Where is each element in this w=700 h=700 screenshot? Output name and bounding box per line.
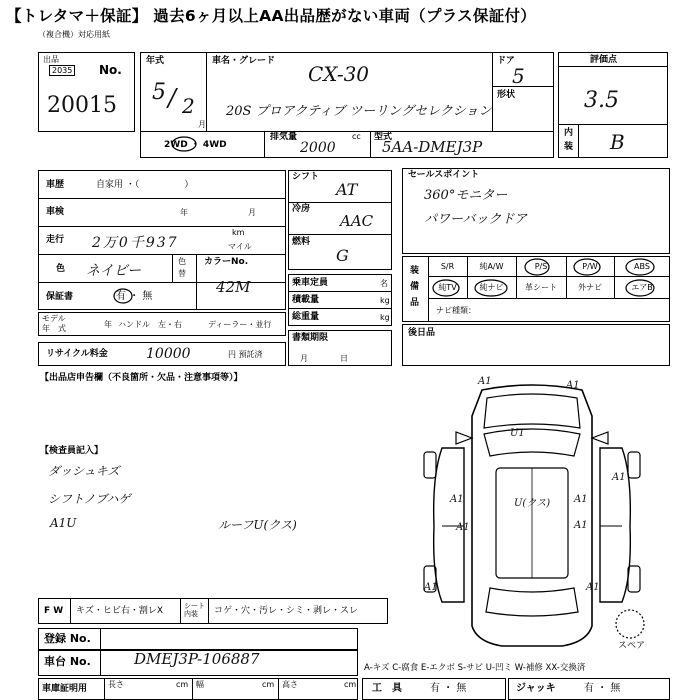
fw-items: キズ・ヒビ右・割レX xyxy=(76,606,163,616)
displacement-unit: cc xyxy=(352,132,361,141)
equipment-ps: P/S xyxy=(534,262,548,271)
weight-unit: kg xyxy=(380,313,390,322)
shift-label: シフト xyxy=(292,172,320,182)
fw-sheet: シート 内装 xyxy=(184,602,205,618)
equipment-label1: 装 xyxy=(410,266,420,276)
warranty-circle xyxy=(114,288,134,304)
lot-prefix: 出品 xyxy=(43,55,59,64)
fw-items2: コゲ・穴・汚レ・シミ・剥レ・スレ xyxy=(214,606,359,616)
diagram-mark-6: A1 xyxy=(450,494,464,505)
model-value: 5AA-DMEJ3P xyxy=(382,138,483,156)
registration-label: 登録 No. xyxy=(44,632,91,645)
diagram-mark-5: U(クス) xyxy=(514,498,551,509)
garage-unit1: cm xyxy=(176,680,189,689)
garage-unit3: cm xyxy=(344,680,357,689)
diagram-mark-7: A1 xyxy=(574,494,588,505)
tools-label: 工 具 xyxy=(372,683,402,694)
capacity-label: 乗車定員 xyxy=(292,278,329,288)
equipment-tv: 純TV xyxy=(438,283,457,292)
color-value: ネイビー xyxy=(86,263,142,279)
color-no-value: 42M xyxy=(216,278,251,296)
load-label: 積載量 xyxy=(292,295,320,305)
car-name: CX-30 xyxy=(308,62,370,86)
diagram-mark-8: A1 xyxy=(456,522,470,533)
interior-label1: 内 xyxy=(564,128,574,138)
sales-point-line2: パワーバックドア xyxy=(424,212,527,227)
lot-code: 2035 xyxy=(49,65,75,76)
diagram-mark-10: A1 xyxy=(424,582,438,593)
inspection-label: 車検 xyxy=(46,207,65,217)
weight-label: 総重量 xyxy=(292,312,320,322)
year-month-unit: 月 xyxy=(198,120,206,129)
equipment-airbag: エアB xyxy=(631,283,653,292)
lot-number: 20015 xyxy=(47,93,117,118)
arrival-box xyxy=(402,324,670,366)
year-era: 5 xyxy=(152,80,166,105)
equipment-sr: S/R xyxy=(440,262,455,271)
jack-value: 有 ・ 無 xyxy=(584,683,621,694)
mileage-label: 走行 xyxy=(46,235,65,245)
damage-legend: A-キズ C-腐食 E-エクボ S-サビ U-凹ミ W-補修 XX-交換済 xyxy=(364,663,586,673)
garage-height: 高さ xyxy=(282,680,298,689)
equipment-navi-type: ナビ種類： xyxy=(436,306,476,315)
garage-width: 幅 xyxy=(196,680,204,689)
year-label: 年式 xyxy=(146,56,165,66)
aircon-value: AAC xyxy=(340,212,374,230)
inspection-year: 年 xyxy=(180,208,188,217)
inspector-line1: ダッシュキズ xyxy=(48,464,120,478)
color-no-label: カラーNo. xyxy=(204,257,249,267)
equipment-pw: P/W xyxy=(582,262,598,271)
doc-deadline-label: 書類期限 xyxy=(292,333,329,343)
model-year-year: 年 xyxy=(104,320,112,329)
equipment-aw: 純A/W xyxy=(479,262,504,271)
inspector-line3: A1U xyxy=(50,516,77,530)
warranty-value: 有 ・ 無 xyxy=(116,291,153,302)
shape-label: 形状 xyxy=(497,90,516,100)
model-year-dealer: ディーラー・並行 xyxy=(208,320,272,329)
equipment-ext-navi: 外ナビ xyxy=(578,283,602,292)
color-change2: 替 xyxy=(178,269,186,278)
diagram-mark-1: A1 xyxy=(478,376,492,387)
mileage-unit-km: km xyxy=(232,228,245,237)
capacity-unit: 名 xyxy=(380,279,388,288)
interior-label2: 装 xyxy=(564,142,574,152)
doc-deadline-day: 日 xyxy=(340,354,348,363)
fuel-value: G xyxy=(336,246,349,265)
diagram-mark-3: U1 xyxy=(510,428,525,439)
spare-label: スペア xyxy=(618,641,646,651)
model-label: 型式 xyxy=(374,132,393,142)
recycle-unit: 円 預託済 xyxy=(228,350,263,359)
warranty-label: 保証書 xyxy=(46,292,74,302)
lot-box xyxy=(38,52,135,132)
car-grade: 20S プロアクティブ ツーリングセレクション xyxy=(226,104,492,119)
shift-value: AT xyxy=(336,180,358,199)
garage-label: 車庫証明用 xyxy=(42,684,88,694)
aircon-label: 冷房 xyxy=(292,204,311,214)
diagram-mark-2: A1 xyxy=(566,380,580,391)
displacement-label: 排気量 xyxy=(270,132,298,142)
inspector-line2: シフトノブハゲ xyxy=(48,492,131,506)
jack-label: ジャッキ xyxy=(516,683,556,694)
score-label: 評価点 xyxy=(590,55,618,65)
inspector-label: 【検査員記入】 xyxy=(40,446,104,456)
diagram-mark-9: A1 xyxy=(574,520,588,531)
garage-length: 長さ xyxy=(108,680,124,689)
lot-label: No. xyxy=(99,63,122,77)
color-label: 色 xyxy=(56,264,66,274)
interior-value: B xyxy=(610,130,625,154)
seller-report-label: 【出品店申告欄（不良箇所・欠品・注意事項等）】 xyxy=(40,373,243,383)
year-month: 2 xyxy=(182,94,195,118)
arrival-label: 後日品 xyxy=(408,328,436,338)
doors-value: 5 xyxy=(512,64,525,88)
inspector-line4: ルーフU(クス) xyxy=(218,518,297,532)
garage-unit2: cm xyxy=(262,680,275,689)
color-change1: 色 xyxy=(178,257,186,266)
inspection-month: 月 xyxy=(248,208,256,217)
diagram-mark-4: A1 xyxy=(612,472,626,483)
fuel-label: 燃料 xyxy=(292,237,311,247)
car-diagram xyxy=(412,376,652,666)
equipment-label3: 品 xyxy=(410,298,420,308)
chassis-value: DMEJ3P-106887 xyxy=(134,650,260,668)
sales-point-line1: 360°モニター xyxy=(424,188,508,203)
recycle-value: 10000 xyxy=(146,346,191,362)
diagram-mark-11: A1 xyxy=(586,582,600,593)
equipment-label2: 備 xyxy=(410,282,420,292)
recycle-label: リサイクル料金 xyxy=(46,349,108,359)
sales-point-label: セールスポイント xyxy=(408,170,480,180)
mileage-value: 2万0千937 xyxy=(92,235,179,251)
score-value: 3.5 xyxy=(584,88,619,113)
drive-label: 2WD ・ 4WD xyxy=(164,140,227,150)
load-unit: kg xyxy=(380,296,390,305)
mileage-unit-mile: マイル xyxy=(228,242,252,251)
history-label: 車歴 xyxy=(46,180,65,190)
doors-label: ドア xyxy=(497,56,515,66)
model-year-handle: ハンドル 左・右 xyxy=(118,320,182,329)
equipment-leather: 革シート xyxy=(525,283,557,292)
displacement-value: 2000 xyxy=(300,140,336,156)
tools-value: 有 ・ 無 xyxy=(430,683,467,694)
drive-circle xyxy=(172,136,200,152)
form-note: （複合機）対応用紙 xyxy=(38,30,110,39)
chassis-label: 車台 No. xyxy=(44,655,91,668)
header-title: 【トレタマ＋保証】 過去6ヶ月以上AA出品歴がない車両（プラス保証付） xyxy=(6,7,537,25)
history-value: 自家用 ・（ ） xyxy=(96,180,194,190)
model-year-label2: 年 式 xyxy=(42,324,66,333)
equipment-abs: ABS xyxy=(634,262,650,271)
fw-label: F W xyxy=(44,606,64,616)
car-label: 車名・グレード xyxy=(212,56,276,66)
equipment-navi: 純ナビ xyxy=(479,283,504,292)
model-year-label1: モデル xyxy=(42,314,66,323)
equipment-circles xyxy=(402,256,672,306)
doc-deadline-month: 月 xyxy=(300,354,308,363)
